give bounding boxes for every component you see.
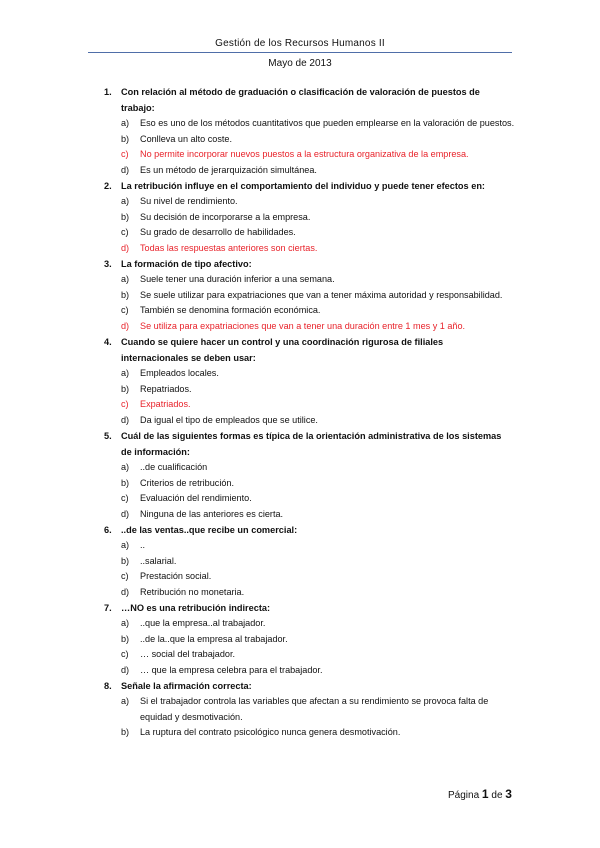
- answer-option: [0, 491, 600, 507]
- option-text: Expatriados.: [140, 399, 191, 409]
- answer-option: [0, 663, 600, 679]
- option-letter: c): [121, 227, 129, 237]
- option-text: ..de la..que la empresa al trabajador.: [140, 633, 288, 644]
- question-text: …NO es una retribución indirecta:: [121, 603, 271, 613]
- option-letter: a): [121, 696, 130, 706]
- option-text: Su nivel de rendimiento.: [140, 196, 238, 206]
- question-number: 2.: [104, 181, 112, 191]
- answer-option: [0, 382, 600, 398]
- option-text: Repatriados.: [140, 383, 192, 394]
- option-text: No permite incorporar nuevos puestos a la estructura organizativa de la empresa.: [140, 149, 469, 159]
- option-letter: a): [121, 618, 130, 628]
- question-8: [0, 678, 600, 741]
- answer-option: [0, 585, 600, 601]
- question-text: Cuál de las siguientes formas es típica de la orientación administrativa de los sistemas de información:: [121, 431, 502, 457]
- answer-option: [0, 366, 600, 382]
- question-4: [0, 334, 600, 428]
- option-letter: b): [121, 133, 130, 144]
- answer-option: [0, 163, 600, 179]
- footer-of: de: [491, 790, 503, 801]
- question-3: [0, 256, 600, 334]
- footer-page-total: 3: [505, 787, 512, 801]
- question-number: 4.: [104, 337, 112, 347]
- option-text: Prestación social.: [140, 571, 212, 581]
- answer-option: [0, 413, 600, 429]
- question-number: 3.: [104, 259, 112, 269]
- answer-option: [0, 647, 600, 663]
- answer-option-correct: [0, 397, 600, 413]
- answer-option-correct: [0, 241, 600, 257]
- option-text: La ruptura del contrato psicológico nunca genera desmotivación.: [140, 727, 401, 737]
- option-text: Se suele utilizar para expatriaciones que van a tener máxima autoridad y responsabilidad.: [140, 289, 503, 300]
- option-text: También se denomina formación económica.: [140, 305, 321, 315]
- option-text: ..salarial.: [140, 555, 177, 566]
- answer-option: [0, 303, 600, 319]
- option-letter: b): [121, 289, 130, 300]
- answer-option: [0, 694, 600, 725]
- option-letter: c): [121, 649, 129, 659]
- option-letter: d): [121, 164, 130, 175]
- question-2: [0, 178, 600, 256]
- answer-option: [0, 210, 600, 226]
- option-letter: d): [121, 586, 130, 597]
- option-text: Se utiliza para expatriaciones que van a tener una duración entre 1 mes y 1 año.: [140, 320, 466, 331]
- option-letter: c): [121, 305, 129, 315]
- option-letter: a): [121, 196, 130, 206]
- option-letter: c): [121, 493, 129, 503]
- question-text: Cuando se quiere hacer un control y una coordinación rigurosa de filiales internacionales se deben usar:: [121, 337, 444, 363]
- option-letter: a): [121, 462, 130, 472]
- option-text: … social del trabajador.: [140, 649, 236, 659]
- option-letter: d): [121, 242, 130, 253]
- question-text: Señale la afirmación correcta:: [121, 681, 252, 691]
- question-text: La formación de tipo afectivo:: [121, 259, 252, 269]
- page-footer: [448, 787, 512, 801]
- page-header-title: Gestión de los Recursos Humanos II: [215, 38, 385, 49]
- option-letter: a): [121, 540, 130, 550]
- answer-option: [0, 116, 600, 132]
- option-letter: b): [121, 211, 130, 222]
- option-letter: d): [121, 320, 130, 331]
- option-text: Eso es uno de los métodos cuantitativos que pueden emplearse en la valoración de puestos.: [140, 118, 515, 128]
- question-number: 8.: [104, 681, 112, 691]
- answer-option-correct: [0, 147, 600, 163]
- footer-page-number: 1: [481, 787, 489, 801]
- answer-option: [0, 725, 600, 741]
- option-letter: d): [121, 664, 130, 675]
- option-text: Empleados locales.: [140, 368, 219, 378]
- answer-option: [0, 538, 600, 554]
- question-6: [0, 522, 600, 600]
- option-text: … que la empresa celebra para el trabajador.: [140, 664, 323, 675]
- option-letter: a): [121, 274, 130, 284]
- question-1: [0, 84, 600, 178]
- question-text: ..de las ventas..que recibe un comercial:: [121, 525, 298, 535]
- footer-label: Página: [448, 790, 480, 801]
- answer-option: [0, 569, 600, 585]
- option-text: Todas las respuestas anteriores son ciertas.: [140, 242, 318, 253]
- option-text: Da igual el tipo de empleados que se utilice.: [140, 414, 318, 425]
- question-number: 1.: [104, 87, 112, 97]
- option-text: Ninguna de las anteriores es cierta.: [140, 508, 284, 519]
- answer-option: [0, 132, 600, 148]
- answer-option: [0, 225, 600, 241]
- option-text: ..de cualificación: [140, 462, 208, 472]
- question-number: 6.: [104, 525, 112, 535]
- option-text: ..: [140, 540, 146, 550]
- option-letter: b): [121, 633, 130, 644]
- option-letter: c): [121, 399, 129, 409]
- page-header-date: Mayo de 2013: [268, 58, 332, 69]
- option-text: Es un método de jerarquización simultánea.: [140, 164, 317, 175]
- answer-option: [0, 288, 600, 304]
- answer-option: [0, 272, 600, 288]
- option-text: Suele tener una duración inferior a una semana.: [140, 274, 335, 284]
- option-text: Su decisión de incorporarse a la empresa.: [140, 211, 311, 222]
- answer-option: [0, 632, 600, 648]
- option-letter: d): [121, 414, 130, 425]
- answer-option: [0, 616, 600, 632]
- option-text: ..que la empresa..al trabajador.: [140, 618, 266, 628]
- option-letter: b): [121, 727, 130, 737]
- answer-option: [0, 476, 600, 492]
- answer-option: [0, 507, 600, 523]
- option-letter: c): [121, 571, 129, 581]
- question-7: [0, 600, 600, 678]
- option-letter: b): [121, 383, 130, 394]
- header-divider: [88, 52, 512, 53]
- answer-option-correct: [0, 319, 600, 335]
- answer-option: [0, 194, 600, 210]
- option-text: Si el trabajador controla las variables que afectan a su rendimiento se provoca falta de equidad y desmotivación.: [140, 696, 489, 722]
- option-text: Evaluación del rendimiento.: [140, 493, 252, 503]
- option-letter: b): [121, 555, 130, 566]
- option-letter: a): [121, 368, 130, 378]
- option-text: Conlleva un alto coste.: [140, 133, 233, 144]
- option-letter: d): [121, 508, 130, 519]
- question-number: 5.: [104, 431, 112, 441]
- question-text: La retribución influye en el comportamiento del individuo y puede tener efectos en:: [121, 181, 485, 191]
- question-list: [0, 84, 600, 741]
- question-number: 7.: [104, 603, 112, 613]
- question-text: Con relación al método de graduación o clasificación de valoración de puestos de trabajo:: [121, 87, 480, 113]
- option-letter: b): [121, 477, 130, 488]
- option-text: Retribución no monetaria.: [140, 586, 245, 597]
- question-5: [0, 428, 600, 522]
- option-letter: c): [121, 149, 129, 159]
- option-text: Criterios de retribución.: [140, 477, 235, 488]
- option-letter: a): [121, 118, 130, 128]
- answer-option: [0, 460, 600, 476]
- answer-option: [0, 554, 600, 570]
- option-text: Su grado de desarrollo de habilidades.: [140, 227, 296, 237]
